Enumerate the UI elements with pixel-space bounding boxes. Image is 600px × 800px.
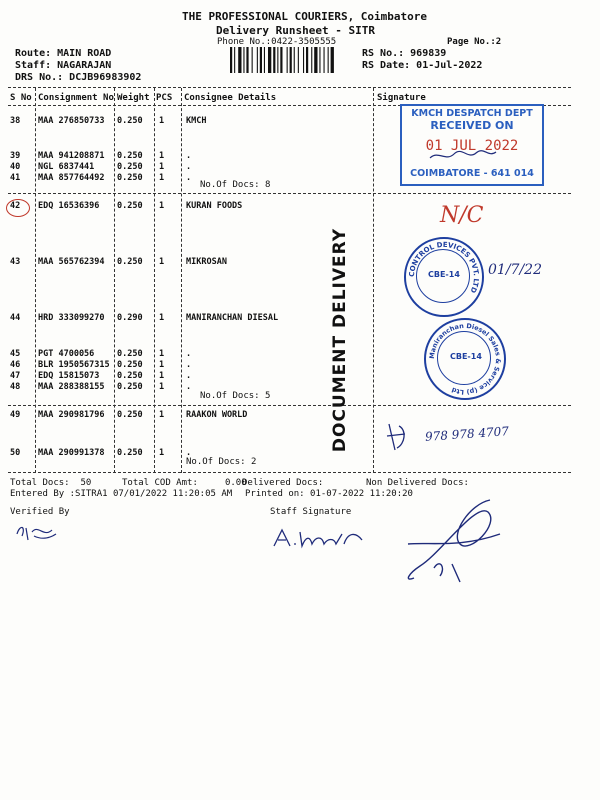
cell-consignment: EDQ 15815073 xyxy=(38,371,100,381)
cell-consignment: MAA 857764492 xyxy=(38,173,105,183)
cell-consignment: BLR 1950567315 xyxy=(38,360,110,370)
cell-pcs: 1 xyxy=(159,410,165,420)
cell-consignee: MIKROSAN xyxy=(186,257,227,267)
document-delivery-text: DOCUMENT DELIVERY xyxy=(330,227,350,453)
cell-weight: 0.290 xyxy=(117,313,143,323)
cell-consignment: MAA 276850733 xyxy=(38,116,105,126)
cell-sno: 40 xyxy=(10,162,21,172)
mikrosan-round-stamp xyxy=(404,237,484,317)
barcode-bar xyxy=(277,47,278,73)
cell-sno: 44 xyxy=(10,313,21,323)
col-separator xyxy=(181,88,182,473)
cell-consignee: . xyxy=(186,173,192,183)
barcode-bar xyxy=(331,47,334,73)
staff-signature-label: Staff Signature xyxy=(270,507,352,517)
cell-weight: 0.250 xyxy=(117,360,143,370)
staff-name: Staff: NAGARAJAN xyxy=(15,60,112,71)
cell-pcs: 1 xyxy=(159,257,165,267)
cell-consignee: KURAN FOODS xyxy=(186,201,243,211)
barcode xyxy=(230,47,358,73)
drs-number: DRS No.: DCJB96983902 xyxy=(15,72,142,83)
barcode-bar xyxy=(234,47,235,73)
docs-count-note: No.Of Docs: 5 xyxy=(200,391,271,401)
barcode-bar xyxy=(273,47,275,73)
route: Route: MAIN ROAD xyxy=(15,48,112,59)
cell-pcs: 1 xyxy=(159,162,165,172)
phone-number: Phone No.:0422-3505555 xyxy=(217,37,337,47)
cell-consignee: . xyxy=(186,162,192,172)
barcode-bar xyxy=(294,47,295,73)
staff-signature xyxy=(272,526,367,552)
barcode-bar xyxy=(260,47,262,73)
row-separator xyxy=(8,193,571,194)
entered-by: Entered By :SITRA1 07/01/2022 11:20:05 AM xyxy=(10,489,233,499)
col-sno: S No xyxy=(10,93,32,103)
cell-consignee: . xyxy=(186,371,192,381)
barcode-bar xyxy=(230,47,232,73)
col-separator xyxy=(114,88,115,473)
stamp-line: COIMBATORE - 641 014 xyxy=(410,168,534,179)
barcode-bar xyxy=(246,47,248,73)
cell-consignee: . xyxy=(186,151,192,161)
cell-weight: 0.250 xyxy=(117,371,143,381)
cell-sno: 43 xyxy=(10,257,21,267)
cell-sno: 38 xyxy=(10,116,21,126)
handwritten-nc: N/C xyxy=(440,203,484,228)
barcode-bar xyxy=(252,47,253,73)
barcode-bar xyxy=(328,47,329,73)
cell-pcs: 1 xyxy=(159,173,165,183)
red-circle-mark xyxy=(6,199,30,217)
cell-consignment: MAA 288388155 xyxy=(38,382,105,392)
cell-consignment: MAA 290981796 xyxy=(38,410,105,420)
barcode-bar xyxy=(314,47,317,73)
stamp-date: 01 JUL 2022 xyxy=(425,138,519,154)
handwritten-phone: 978 978 4707 xyxy=(424,424,510,444)
barcode-bar xyxy=(290,47,292,73)
cell-pcs: 1 xyxy=(159,382,165,392)
cell-consignee: . xyxy=(186,360,192,370)
col-signature: Signature xyxy=(377,93,426,103)
stamp-center: CBE-14 xyxy=(428,270,460,279)
barcode-bar xyxy=(303,47,304,73)
barcode-bar xyxy=(319,47,320,73)
cell-weight: 0.250 xyxy=(117,173,143,183)
maniranchan-round-stamp xyxy=(424,318,506,400)
barcode-bar xyxy=(306,47,308,73)
cell-weight: 0.250 xyxy=(117,349,143,359)
page-number: Page No.:2 xyxy=(447,37,502,47)
company-name: THE PROFESSIONAL COURIERS, Coimbatore xyxy=(182,10,428,23)
cell-weight: 0.250 xyxy=(117,448,143,458)
cell-pcs: 1 xyxy=(159,116,165,126)
verified-by-label: Verified By xyxy=(10,507,70,517)
cell-pcs: 1 xyxy=(159,313,165,323)
barcode-bar xyxy=(238,47,241,73)
cell-consignee: KMCH xyxy=(186,116,207,126)
cell-weight: 0.250 xyxy=(117,151,143,161)
verifier-signature xyxy=(14,520,59,544)
col-weight: Weight xyxy=(117,93,150,103)
cell-pcs: 1 xyxy=(159,151,165,161)
cell-sno: 39 xyxy=(10,151,21,161)
cell-pcs: 1 xyxy=(159,448,165,458)
total-docs: Total Docs: 50 xyxy=(10,478,92,488)
cell-pcs: 1 xyxy=(159,360,165,370)
svg-text:Maniranchan Diesel Sales & Ser: Maniranchan Diesel Sales & Service (p) Ltd xyxy=(427,321,503,397)
cell-consignment: MAA 565762394 xyxy=(38,257,105,267)
rs-number: RS No.: 969839 xyxy=(362,48,447,59)
col-pcs: PCS xyxy=(156,93,173,103)
cell-sno: 42 xyxy=(10,201,21,211)
cell-consignee: . xyxy=(186,382,192,392)
kmch-received-stamp xyxy=(400,104,544,186)
barcode-bar xyxy=(287,47,288,73)
col-separator xyxy=(35,88,36,473)
docs-count-note: No.Of Docs: 2 xyxy=(186,457,257,467)
cell-weight: 0.250 xyxy=(117,116,143,126)
barcode-bar xyxy=(243,47,244,73)
row-separator xyxy=(8,405,571,406)
barcode-bar xyxy=(324,47,325,73)
barcode-bar xyxy=(268,47,271,73)
cell-weight: 0.250 xyxy=(117,257,143,267)
col-separator xyxy=(373,88,374,473)
cell-consignee: . xyxy=(186,349,192,359)
barcode-bar xyxy=(257,47,258,73)
stamp-line: RECEIVED ON xyxy=(430,119,514,132)
barcode-bar xyxy=(280,47,282,73)
cell-weight: 0.250 xyxy=(117,201,143,211)
cell-consignee: RAAKON WORLD xyxy=(186,410,248,420)
barcode-bar xyxy=(311,47,312,73)
cell-consignee: MANIRANCHAN DIESAL xyxy=(186,313,279,323)
cell-consignment: EDQ 16536396 xyxy=(38,201,100,211)
cell-sno: 41 xyxy=(10,173,21,183)
header-top-rule xyxy=(8,87,571,88)
kmch-signature xyxy=(428,148,498,164)
col-consignment: Consignment No xyxy=(38,93,114,103)
cell-sno: 50 xyxy=(10,448,21,458)
cell-consignment: NGL 6837441 xyxy=(38,162,95,172)
cell-sno: 47 xyxy=(10,371,21,381)
docs-count-note: No.Of Docs: 8 xyxy=(200,180,271,190)
cell-weight: 0.250 xyxy=(117,382,143,392)
cell-pcs: 1 xyxy=(159,201,165,211)
svg-text:CONTROL DEVICES PVT. LTD: CONTROL DEVICES PVT. LTD xyxy=(407,240,481,295)
cell-weight: 0.250 xyxy=(117,410,143,420)
cell-consignee: . xyxy=(186,448,192,458)
row-separator xyxy=(8,472,571,473)
cell-consignment: MAA 290991378 xyxy=(38,448,105,458)
cell-consignment: MAA 941208871 xyxy=(38,151,105,161)
cell-sno: 45 xyxy=(10,349,21,359)
rs-date: RS Date: 01-Jul-2022 xyxy=(362,60,483,71)
cell-sno: 49 xyxy=(10,410,21,420)
barcode-bar xyxy=(298,47,299,73)
stamp-center: CBE-14 xyxy=(450,352,482,361)
handwritten-date: 01/7/22 xyxy=(488,262,542,278)
delivered-docs: Delivered Docs: xyxy=(242,478,324,488)
cell-sno: 46 xyxy=(10,360,21,370)
cell-weight: 0.250 xyxy=(117,162,143,172)
printed-on: Printed on: 01-07-2022 11:20:20 xyxy=(245,489,413,499)
cell-sno: 48 xyxy=(10,382,21,392)
stamp-line: KMCH DESPATCH DEPT xyxy=(411,108,533,119)
document-title: Delivery Runsheet - SITR xyxy=(216,24,375,37)
total-cod: Total COD Amt: 0.00 xyxy=(122,478,247,488)
non-delivered-docs: Non Delivered Docs: xyxy=(366,478,469,488)
col-consignee: Consignee Details xyxy=(184,93,277,103)
raakon-signature xyxy=(385,420,415,456)
cell-consignment: HRD 333099270 xyxy=(38,313,105,323)
cell-pcs: 1 xyxy=(159,371,165,381)
document-delivery-stamp xyxy=(330,227,350,453)
receiver-signature xyxy=(400,494,510,589)
col-separator xyxy=(154,88,155,473)
cell-consignment: PGT 4700056 xyxy=(38,349,95,359)
cell-pcs: 1 xyxy=(159,349,165,359)
barcode-bar xyxy=(264,47,265,73)
